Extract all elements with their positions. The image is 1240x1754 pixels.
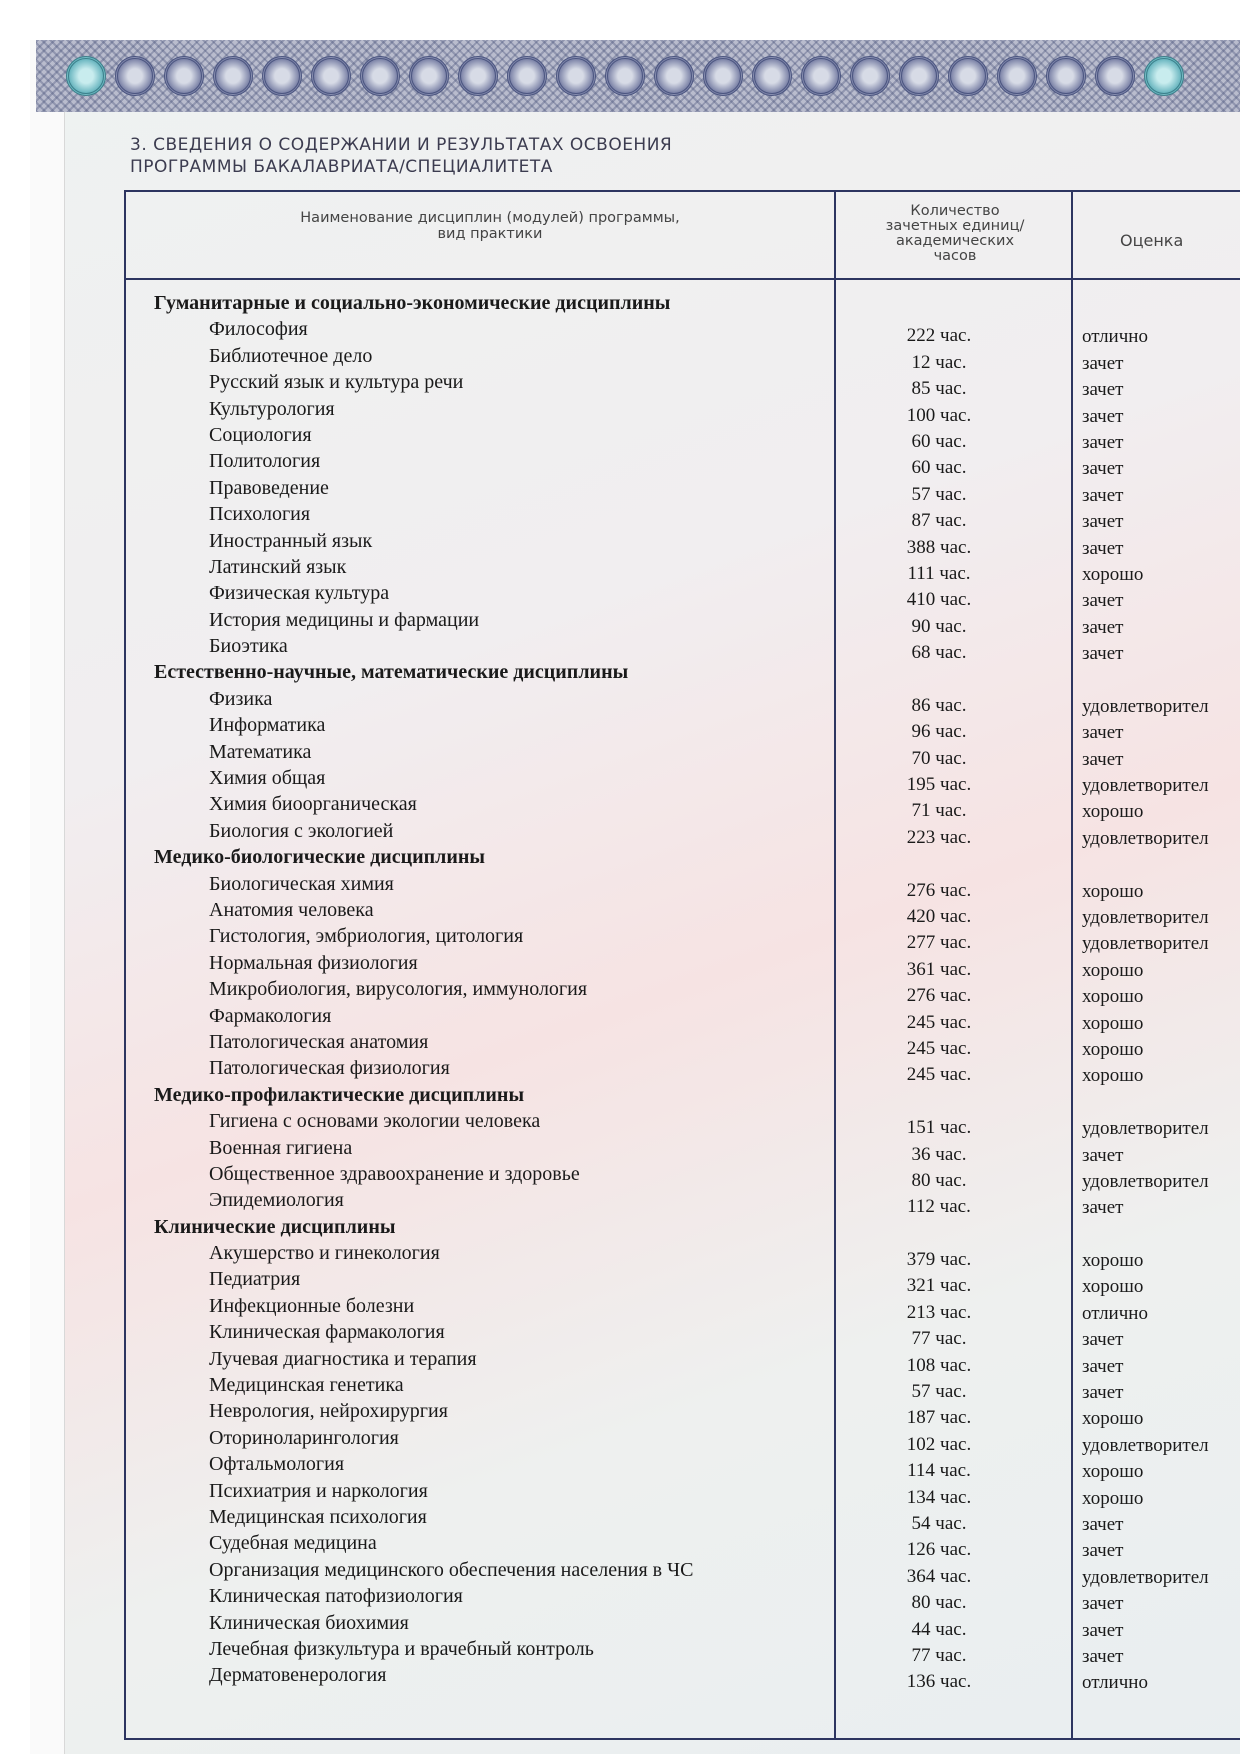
grade-cell: удовлетворител — [1082, 1566, 1209, 1588]
rosette-ornament-icon — [213, 56, 253, 96]
category-title: Естественно-научные, математические дисциплины — [154, 661, 629, 684]
grade-cell: хорошо — [1082, 1461, 1144, 1483]
grade-cell: зачет — [1082, 1619, 1124, 1641]
rosette-ornament-icon — [1046, 56, 1086, 96]
grade-cell: зачет — [1082, 1355, 1124, 1377]
hours-cell: 60 час. — [911, 430, 967, 452]
hours-cell: 86 час. — [911, 694, 967, 716]
grade-cell: хорошо — [1082, 1250, 1144, 1272]
section-heading-line: 3. СВЕДЕНИЯ О СОДЕРЖАНИИ И РЕЗУЛЬТАТАХ ОСВОЕНИЯ — [130, 135, 673, 155]
rosette-ornament-icon — [458, 56, 498, 96]
header-line: вид практики — [437, 226, 543, 242]
discipline-name: Анатомия человека — [209, 898, 374, 921]
discipline-name: Оториноларингология — [209, 1426, 399, 1449]
discipline-name: Клиническая биохимия — [209, 1611, 409, 1634]
discipline-name: Информатика — [209, 714, 326, 737]
rosette-ornament-icon — [262, 56, 302, 96]
discipline-name: Химия общая — [209, 767, 326, 790]
table-row — [124, 1532, 1240, 1562]
column-header-hours — [840, 204, 1070, 264]
table-body — [124, 292, 1240, 1694]
rosette-ornament-icon — [360, 56, 400, 96]
hours-cell: 364 час. — [906, 1565, 972, 1587]
hours-cell: 60 час. — [911, 457, 967, 479]
table-row — [124, 1637, 1240, 1667]
grade-cell: удовлетворител — [1082, 1434, 1209, 1456]
discipline-name: Неврология, нейрохирургия — [209, 1400, 448, 1423]
grade-cell: хорошо — [1082, 563, 1144, 585]
grade-cell: отлично — [1082, 1302, 1148, 1324]
rosette-ornament-icon — [1095, 56, 1135, 96]
hours-cell: 420 час. — [906, 905, 972, 927]
grade-cell: зачет — [1082, 1513, 1124, 1535]
hours-cell: 57 час. — [911, 483, 967, 505]
header-line: Наименование дисциплин (модулей) программы, — [300, 210, 680, 226]
category-title: Медико-профилактические дисциплины — [154, 1083, 525, 1106]
table-row — [124, 397, 1240, 427]
hours-cell: 102 час. — [906, 1433, 972, 1455]
grade-cell: удовлетворител — [1082, 1170, 1209, 1192]
discipline-name: Иностранный язык — [209, 529, 373, 552]
hours-cell: 321 час. — [906, 1275, 972, 1297]
table-row — [124, 1030, 1240, 1060]
hours-cell: 134 час. — [906, 1486, 972, 1508]
grade-cell: зачет — [1082, 431, 1124, 453]
hours-cell: 100 час. — [906, 404, 972, 426]
discipline-name: Судебная медицина — [209, 1532, 377, 1555]
underlying-page-edge — [30, 40, 65, 1754]
hours-cell: 213 час. — [906, 1301, 972, 1323]
discipline-name: Патологическая анатомия — [209, 1030, 429, 1053]
category-row — [124, 661, 1240, 687]
hours-cell: 80 час. — [911, 1169, 967, 1191]
rosette-ornament-icon — [1144, 56, 1184, 96]
discipline-name: Фармакология — [209, 1004, 332, 1027]
table-row — [124, 1611, 1240, 1641]
hours-cell: 12 час. — [911, 351, 967, 373]
hours-cell: 71 час. — [911, 800, 967, 822]
grade-cell: хорошо — [1082, 1487, 1144, 1509]
discipline-name: Политология — [209, 450, 321, 473]
hours-cell: 90 час. — [911, 615, 967, 637]
discipline-name: Биоэтика — [209, 635, 288, 658]
rosette-ornament-icon — [507, 56, 547, 96]
table-row — [124, 1558, 1240, 1588]
table-row — [124, 1057, 1240, 1087]
discipline-name: Микробиология, вирусология, иммунология — [209, 978, 588, 1001]
discipline-name: Культурология — [209, 397, 335, 420]
table-row — [124, 1585, 1240, 1615]
discipline-name: Патологическая физиология — [209, 1057, 450, 1080]
discipline-name: Лучевая диагностика и терапия — [209, 1347, 477, 1370]
category-row — [124, 1084, 1240, 1110]
grade-cell: зачет — [1082, 1197, 1124, 1219]
grade-cell: хорошо — [1082, 1065, 1144, 1087]
table-row — [124, 740, 1240, 770]
hours-cell: 223 час. — [906, 826, 972, 848]
category-row — [124, 1216, 1240, 1242]
discipline-name: Нормальная физиология — [209, 951, 418, 974]
grade-cell: зачет — [1082, 616, 1124, 638]
hours-cell: 111 час. — [907, 562, 971, 584]
table-row — [124, 687, 1240, 717]
grade-cell: удовлетворител — [1082, 1118, 1209, 1140]
table-row — [124, 925, 1240, 955]
grade-cell: удовлетворител — [1082, 827, 1209, 849]
discipline-name: Гистология, эмбриология, цитология — [209, 925, 524, 948]
grade-cell: зачет — [1082, 722, 1124, 744]
table-row — [124, 1374, 1240, 1404]
rosette-ornament-icon — [899, 56, 939, 96]
rosette-ornament-icon — [850, 56, 890, 96]
grade-cell: отлично — [1082, 1672, 1148, 1694]
grade-cell: зачет — [1082, 537, 1124, 559]
discipline-name: Медицинская психология — [209, 1505, 427, 1528]
discipline-name: Педиатрия — [209, 1268, 301, 1291]
table-row — [124, 978, 1240, 1008]
table-row — [124, 714, 1240, 744]
rosette-ornament-icon — [654, 56, 694, 96]
hours-cell: 187 час. — [906, 1407, 972, 1429]
grade-cell: зачет — [1082, 1593, 1124, 1615]
category-row — [124, 846, 1240, 872]
header-line: академических — [895, 233, 1015, 249]
discipline-name: Клиническая фармакология — [209, 1321, 445, 1344]
rosette-ornament-icon — [556, 56, 596, 96]
grade-cell: удовлетворител — [1082, 906, 1209, 928]
rosette-ornament-icon — [66, 56, 106, 96]
table-row — [124, 819, 1240, 849]
hours-cell: 136 час. — [906, 1671, 972, 1693]
discipline-name: Офтальмология — [209, 1453, 345, 1476]
table-row — [124, 1453, 1240, 1483]
grade-cell: зачет — [1082, 590, 1124, 612]
table-row — [124, 635, 1240, 665]
table-row — [124, 1479, 1240, 1509]
table-row — [124, 1189, 1240, 1219]
grade-cell: зачет — [1082, 1329, 1124, 1351]
table-row — [124, 1426, 1240, 1456]
table-row — [124, 1664, 1240, 1694]
discipline-name: Физическая культура — [209, 582, 390, 605]
grade-cell: удовлетворител — [1082, 775, 1209, 797]
rosette-ornament-icon — [115, 56, 155, 96]
discipline-name: Медицинская генетика — [209, 1374, 404, 1397]
hours-cell: 151 час. — [906, 1117, 972, 1139]
discipline-name: Клиническая патофизиология — [209, 1585, 463, 1608]
discipline-name: Химия биоорганическая — [209, 793, 417, 816]
grade-cell: удовлетворител — [1082, 695, 1209, 717]
grade-cell: хорошо — [1082, 880, 1144, 902]
hours-cell: 70 час. — [911, 747, 967, 769]
grade-cell: зачет — [1082, 1144, 1124, 1166]
discipline-name: Математика — [209, 740, 312, 763]
discipline-name: Биологическая химия — [209, 872, 394, 895]
grade-cell: отлично — [1082, 326, 1148, 348]
discipline-name: Инфекционные болезни — [209, 1294, 415, 1317]
grade-cell: хорошо — [1082, 959, 1144, 981]
hours-cell: 77 час. — [911, 1328, 967, 1350]
table-row — [124, 476, 1240, 506]
grade-cell: хорошо — [1082, 1276, 1144, 1298]
header-line: Количество — [910, 203, 1000, 219]
rosette-ornament-icon — [752, 56, 792, 96]
header-line: часов — [933, 248, 977, 264]
grade-cell: удовлетворител — [1082, 933, 1209, 955]
table-row — [124, 1004, 1240, 1034]
table-row — [124, 1294, 1240, 1324]
grade-cell: зачет — [1082, 748, 1124, 770]
column-header-discipline — [230, 210, 750, 242]
hours-cell: 277 час. — [906, 932, 972, 954]
rosette-ornament-icon — [703, 56, 743, 96]
table-row — [124, 1400, 1240, 1430]
grade-cell: хорошо — [1082, 986, 1144, 1008]
rosette-ornament-icon — [997, 56, 1037, 96]
category-title: Клинические дисциплины — [154, 1215, 396, 1238]
grade-cell: зачет — [1082, 643, 1124, 665]
discipline-name: Психология — [209, 503, 311, 526]
grade-cell: зачет — [1082, 511, 1124, 533]
table-row — [124, 582, 1240, 612]
hours-cell: 54 час. — [911, 1512, 967, 1534]
grade-cell: зачет — [1082, 352, 1124, 374]
grade-cell: хорошо — [1082, 801, 1144, 823]
hours-cell: 245 час. — [906, 1037, 972, 1059]
table-row — [124, 1162, 1240, 1192]
table-row — [124, 872, 1240, 902]
discipline-name: Акушерство и гинекология — [209, 1242, 440, 1265]
table-row — [124, 1110, 1240, 1140]
discipline-name: Библиотечное дело — [209, 344, 373, 367]
hours-cell: 57 час. — [911, 1381, 967, 1403]
grade-cell: хорошо — [1082, 1012, 1144, 1034]
hours-cell: 44 час. — [911, 1618, 967, 1640]
rosette-ornament-icon — [164, 56, 204, 96]
grade-cell: зачет — [1082, 458, 1124, 480]
table-row — [124, 423, 1240, 453]
table-row — [124, 767, 1240, 797]
discipline-name: Общественное здравоохранение и здоровье — [209, 1162, 580, 1185]
discipline-name: История медицины и фармации — [209, 608, 480, 631]
hours-cell: 85 час. — [911, 378, 967, 400]
grade-cell: зачет — [1082, 379, 1124, 401]
rosette-ornament-icon — [605, 56, 645, 96]
category-row — [124, 292, 1240, 318]
discipline-name: Психиатрия и наркология — [209, 1479, 428, 1502]
grade-cell: зачет — [1082, 1645, 1124, 1667]
hours-cell: 68 час. — [911, 642, 967, 664]
discipline-name: Организация медицинского обеспечения населения в ЧС — [209, 1558, 694, 1581]
table-row — [124, 555, 1240, 585]
rosette-ornament-icon — [801, 56, 841, 96]
hours-cell: 276 час. — [906, 985, 972, 1007]
hours-cell: 96 час. — [911, 721, 967, 743]
table-row — [124, 1136, 1240, 1166]
discipline-name: Дерматовенерология — [209, 1664, 387, 1687]
rosette-ornament-icon — [311, 56, 351, 96]
discipline-name: Философия — [209, 318, 308, 341]
table-row — [124, 898, 1240, 928]
header-line: зачетных единиц/ — [885, 218, 1025, 234]
discipline-name: Биология с экологией — [209, 819, 394, 842]
discipline-name: Военная гигиена — [209, 1136, 353, 1159]
hours-cell: 77 час. — [911, 1644, 967, 1666]
discipline-name: Физика — [209, 687, 273, 710]
grade-cell: хорошо — [1082, 1038, 1144, 1060]
grade-cell: зачет — [1082, 1382, 1124, 1404]
hours-cell: 410 час. — [906, 589, 972, 611]
table-row — [124, 793, 1240, 823]
hours-cell: 108 час. — [906, 1354, 972, 1376]
discipline-name: Русский язык и культура речи — [209, 371, 464, 394]
table-row — [124, 1505, 1240, 1535]
hours-cell: 222 час. — [906, 325, 972, 347]
table-row — [124, 318, 1240, 348]
table-row — [124, 1321, 1240, 1351]
grade-cell: зачет — [1082, 1540, 1124, 1562]
table-row — [124, 1268, 1240, 1298]
grade-cell: хорошо — [1082, 1408, 1144, 1430]
hours-cell: 245 час. — [906, 1011, 972, 1033]
table-row — [124, 1242, 1240, 1272]
discipline-name: Латинский язык — [209, 555, 347, 578]
table-row — [124, 450, 1240, 480]
hours-cell: 126 час. — [906, 1539, 972, 1561]
discipline-name: Эпидемиология — [209, 1189, 344, 1212]
discipline-name: Лечебная физкультура и врачебный контроль — [209, 1637, 594, 1660]
hours-cell: 36 час. — [911, 1143, 967, 1165]
grade-cell: зачет — [1082, 405, 1124, 427]
hours-cell: 379 час. — [906, 1249, 972, 1271]
table-row — [124, 371, 1240, 401]
hours-cell: 114 час. — [907, 1460, 971, 1482]
section-heading-line: ПРОГРАММЫ БАКАЛАВРИАТА/СПЕЦИАЛИТЕТА — [130, 157, 553, 177]
table-row — [124, 1347, 1240, 1377]
rosette-ornament-icon — [948, 56, 988, 96]
header-divider — [124, 278, 1240, 280]
hours-cell: 80 час. — [911, 1592, 967, 1614]
table-row — [124, 951, 1240, 981]
hours-cell: 112 час. — [907, 1196, 971, 1218]
section-heading — [130, 134, 830, 178]
category-title: Гуманитарные и социально-экономические дисциплины — [154, 292, 671, 314]
guilloche-border — [36, 40, 1240, 112]
discipline-name: Социология — [209, 423, 312, 446]
discipline-name: Гигиена с основами экологии человека — [209, 1110, 541, 1133]
hours-cell: 245 час. — [906, 1064, 972, 1086]
table-row — [124, 608, 1240, 638]
hours-cell: 276 час. — [906, 879, 972, 901]
rosette-ornament-icon — [409, 56, 449, 96]
column-header-grade: Оценка — [1120, 231, 1184, 250]
grade-cell: зачет — [1082, 484, 1124, 506]
hours-cell: 87 час. — [911, 510, 967, 532]
hours-cell: 361 час. — [906, 958, 972, 980]
table-row — [124, 503, 1240, 533]
hours-cell: 388 час. — [906, 536, 972, 558]
table-row — [124, 529, 1240, 559]
category-title: Медико-биологические дисциплины — [154, 846, 486, 869]
discipline-name: Правоведение — [209, 476, 329, 499]
table-row — [124, 344, 1240, 374]
hours-cell: 195 час. — [906, 774, 972, 796]
